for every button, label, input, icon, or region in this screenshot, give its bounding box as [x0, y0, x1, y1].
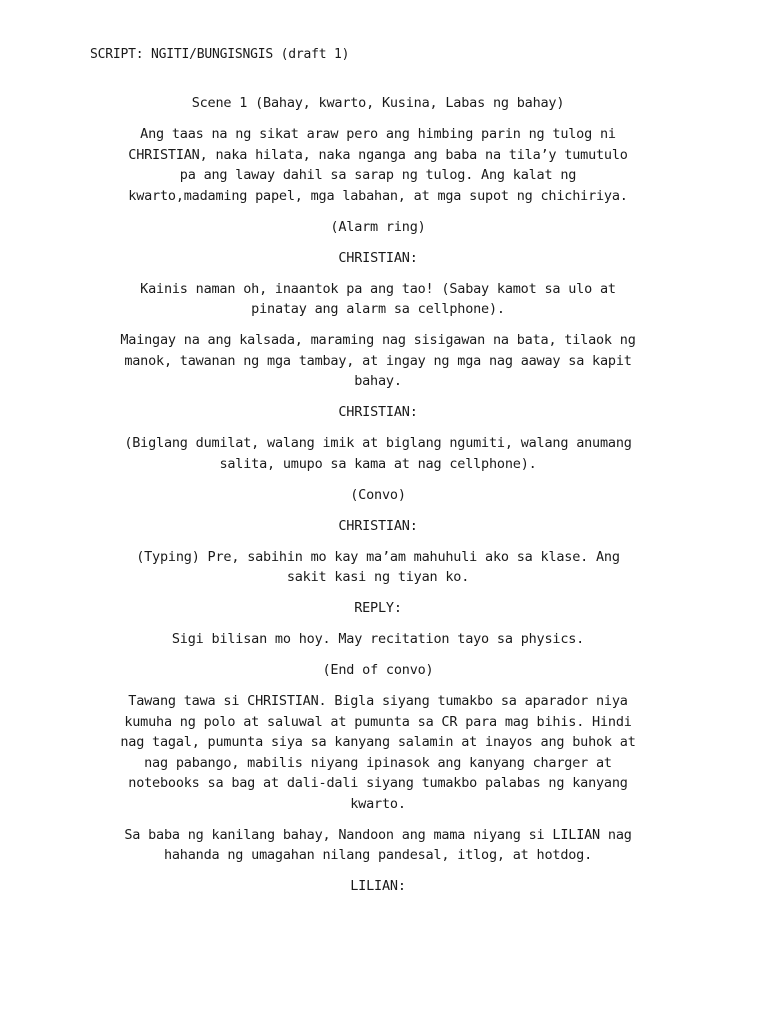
action-paragraph: Sa baba ng kanilang bahay, Nandoon ang mama niyang si LILIAN nag hahanda ng umagahan nilang pandesal, itlog, at hotdog.: [124, 826, 632, 863]
action-paragraph: Tawang tawa si CHRISTIAN. Bigla siyang tumakbo sa aparador niya kumuha ng polo at saluwal at pumunta sa CR para mag bihis. Hindi nag tagal, pumunta siya sa kanyang salamin at inayos ang buhok at nag pabango, mabilis niyang ipinasok ang kanyang charger at notebooks sa bag at dali-dali siyang tumakbo palabas ng kanyang kwarto.: [120, 693, 636, 812]
stage-direction: (Convo): [350, 486, 406, 503]
script-body: [118, 93, 638, 907]
dialogue: (Typing) Pre, sabihin mo kay ma’am mahuhuli ako sa klase. Ang sakit kasi ng tiyan ko.: [136, 548, 620, 585]
action-paragraph: (Biglang dumilat, walang imik at biglang ngumiti, walang anumang salita, umupo sa kama at nag cellphone).: [124, 435, 632, 472]
scene-heading: Scene 1 (Bahay, kwarto, Kusina, Labas ng bahay): [191, 95, 565, 111]
character-name: REPLY:: [354, 600, 402, 616]
dialogue: Kainis naman oh, inaantok pa ang tao! (Sabay kamot sa ulo at pinatay ang alarm sa cellphone).: [140, 280, 616, 317]
character-name: LILIAN:: [350, 878, 406, 894]
character-name: CHRISTIAN:: [338, 404, 418, 420]
sound-cue: (Alarm ring): [330, 218, 426, 235]
script-header: SCRIPT: NGITI/BUNGISNGIS (draft 1): [90, 47, 350, 62]
stage-direction: (End of convo): [322, 662, 434, 678]
dialogue: Sigi bilisan mo hoy. May recitation tayo sa physics.: [171, 631, 585, 647]
action-paragraph: Ang taas na ng sikat araw pero ang himbing parin ng tulog ni CHRISTIAN, naka hilata, naka nganga ang baba na tila’y tumutulo pa ang laway dahil sa sarap ng tulog. Ang kalat ng kwarto,madaming papel, mga labahan, at mga supot ng chichiriya.: [128, 126, 628, 204]
character-name: CHRISTIAN:: [338, 249, 418, 266]
action-paragraph: Maingay na ang kalsada, maraming nag sisigawan na bata, tilaok ng manok, tawanan ng mga tambay, at ingay ng mga nag aaway sa kapit bahay.: [120, 332, 636, 389]
character-name: CHRISTIAN:: [338, 517, 418, 534]
